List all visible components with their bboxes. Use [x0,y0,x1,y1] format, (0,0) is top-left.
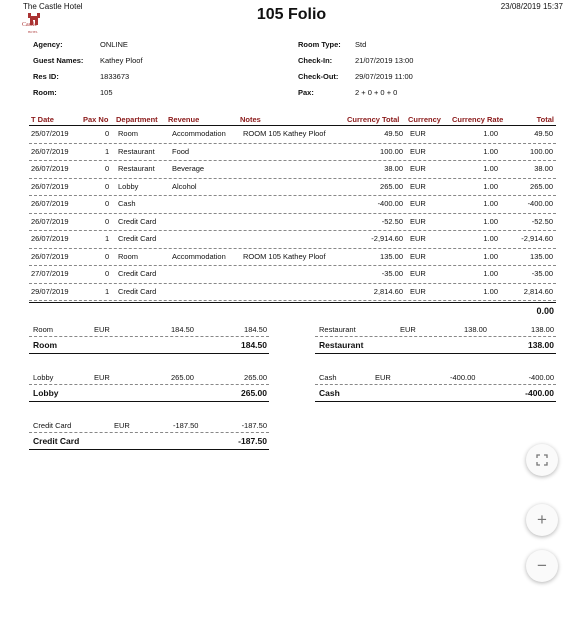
col-total: Total [536,115,554,124]
tx-department: Room [118,129,139,138]
summary-name: Cash [319,373,337,382]
tx-date: 26/07/2019 [31,181,69,191]
summary-name: Restaurant [319,325,356,334]
room-type-label: Room Type: [298,40,341,49]
tx-currency-rate: 1.00 [483,286,498,296]
table-row [29,179,556,197]
tx-currency-rate: 1.00 [483,216,498,226]
fullscreen-icon [536,454,548,466]
tx-department: Credit Card [118,286,157,296]
summary-lobby [29,371,269,402]
tx-currency: EUR [410,181,426,191]
summary-line [315,323,556,337]
tx-total: 265.00 [530,181,553,191]
table-row [29,144,556,162]
tx-date: 25/07/2019 [31,129,69,138]
tx-total: -35.00 [531,269,553,278]
summary-room [29,323,269,354]
tx-department: Cash [118,199,136,208]
tx-currency: EUR [410,216,426,226]
summary-credit-card [29,419,269,450]
tx-date: 26/07/2019 [31,216,69,226]
summary-total-line [29,337,269,354]
summary-name: Credit Card [33,421,72,430]
tx-currency-total: -35.00 [381,269,403,278]
summary-currency: EUR [375,373,391,382]
summary-amount: -400.00 [450,373,476,382]
zoom-in-button[interactable] [526,504,558,536]
tx-date: 26/07/2019 [31,199,69,208]
tx-currency-total: 2,814.60 [373,286,403,296]
tx-currency-rate: 1.00 [483,269,498,278]
tx-pax: 0 [105,164,110,173]
pax-value: 2 + 0 + 0 + 0 [355,88,398,97]
zoom-out-icon: − [537,556,547,575]
tx-department: Restaurant [118,146,155,156]
res-id-value: 1833673 [100,72,130,81]
tx-total: 2,814.60 [523,286,553,296]
summary-total-value: -400.00 [525,388,554,398]
tx-revenue: Alcohol [172,181,197,191]
summary-total-line [29,385,269,402]
res-id-label: Res ID: [33,72,59,81]
tx-date: 29/07/2019 [31,286,69,296]
grand-total: 0.00 [536,306,554,316]
tx-currency: EUR [410,234,426,243]
table-row [29,196,556,214]
summary-currency: EUR [94,373,110,382]
tx-department: Lobby [118,181,139,191]
logo-subtext: HOTEL [28,30,38,34]
tx-currency-rate: 1.00 [483,129,498,138]
tx-pax: 1 [105,286,110,296]
tx-currency-total: -52.50 [381,216,403,226]
col-notes: Notes [240,115,261,124]
hotel-name: The Castle Hotel [23,2,83,11]
table-row [29,214,556,232]
zoom-out-button[interactable] [526,550,558,582]
tx-currency-rate: 1.00 [483,251,498,261]
table-row [29,126,556,144]
summary-total: -187.50 [241,421,267,430]
table-row [29,161,556,179]
summary-total-label: Room [33,340,58,350]
tx-currency-total: 265.00 [380,181,403,191]
summary-line [29,323,269,337]
tx-pax: 1 [105,146,110,156]
tx-currency-rate: 1.00 [483,234,498,243]
grand-total-row [29,302,556,321]
agency-label: Agency: [33,40,63,49]
summary-total-line [315,385,556,402]
zoom-in-icon: + [537,510,547,529]
table-header [29,114,556,126]
summary-total-label: Restaurant [319,340,364,350]
summary-total-value: 265.00 [241,388,267,398]
tx-currency: EUR [410,269,426,278]
tx-currency-rate: 1.00 [483,146,498,156]
summary-total-value: 138.00 [528,340,554,350]
tx-notes: ROOM 105 Kathey Ploof [243,129,326,138]
tx-pax: 0 [105,251,110,261]
tx-total: 100.00 [530,146,553,156]
tx-department: Room [118,251,139,261]
summary-total-line [29,433,269,450]
tx-pax: 0 [105,181,110,191]
check-in-value: 21/07/2019 13:00 [355,56,414,65]
agency-value: ONLINE [100,40,128,49]
table-row [29,266,556,284]
summary-total-line [315,337,556,354]
tx-department: Restaurant [118,164,155,173]
tx-department: Credit Card [118,216,157,226]
tx-currency-rate: 1.00 [483,181,498,191]
table-row [29,284,556,302]
tx-currency-total: -2,914.60 [371,234,403,243]
col-currency-total: Currency Total [347,115,400,124]
summary-total: 184.50 [244,325,267,334]
guest-names-value: Kathey Ploof [100,56,143,65]
printed-timestamp: 23/08/2019 15:37 [500,2,563,11]
tx-currency-total: -400.00 [377,199,403,208]
summary-name: Room [33,325,54,334]
summary-currency: EUR [114,421,130,430]
tx-date: 27/07/2019 [31,269,69,278]
summary-line [315,371,556,385]
tx-currency-total: 49.50 [384,129,403,138]
tx-currency-rate: 1.00 [483,164,498,173]
tx-total: 38.00 [534,164,553,173]
tx-total: -52.50 [531,216,553,226]
room-type-value: Std [355,40,367,49]
tx-date: 26/07/2019 [31,234,69,243]
tx-pax: 0 [105,199,110,208]
tx-department: Credit Card [118,234,157,243]
table-row [29,249,556,267]
tx-currency: EUR [410,129,426,138]
tx-revenue: Food [172,146,190,156]
check-in-label: Check-In: [298,56,333,65]
tx-date: 26/07/2019 [31,251,69,261]
tx-revenue: Accommodation [172,129,226,138]
tx-revenue: Accommodation [172,251,226,261]
summary-restaurant [315,323,556,354]
tx-currency: EUR [410,251,426,261]
check-out-value: 29/07/2019 11:00 [355,72,413,81]
tx-currency-total: 100.00 [380,146,403,156]
tx-pax: 0 [105,269,110,278]
room-label: Room: [33,88,57,97]
tx-pax: 0 [105,129,110,138]
col-date: T Date [31,115,54,124]
summary-name: Lobby [33,373,54,382]
summary-line [29,371,269,385]
fullscreen-button[interactable] [526,444,558,476]
transactions-table [29,114,556,321]
tx-department: Credit Card [118,269,157,278]
summary-total-label: Lobby [33,388,59,398]
reservation-info-right [298,40,538,102]
table-row [29,231,556,249]
summary-total-value: 184.50 [241,340,267,350]
tx-currency: EUR [410,286,426,296]
col-pax: Pax No [83,115,109,124]
summary-total: 265.00 [244,373,267,382]
check-out-label: Check-Out: [298,72,339,81]
tx-currency-rate: 1.00 [483,199,498,208]
tx-currency: EUR [410,164,426,173]
summary-currency: EUR [94,325,110,334]
summary-cash [315,371,556,402]
col-currency-rate: Currency Rate [452,115,504,124]
summary-total-value: -187.50 [238,436,267,446]
reservation-info-left [33,40,273,102]
tx-currency: EUR [410,146,426,156]
tx-pax: 1 [105,234,110,243]
summary-amount: 138.00 [464,325,487,334]
summary-total: -400.00 [528,373,554,382]
summary-total-label: Cash [319,388,340,398]
tx-revenue: Beverage [172,164,205,173]
guest-names-label: Guest Names: [33,56,84,65]
summary-currency: EUR [400,325,416,334]
tx-currency-total: 38.00 [384,164,403,173]
tx-total: 135.00 [530,251,553,261]
col-revenue: Revenue [168,115,200,124]
tx-total: -2,914.60 [521,234,553,243]
summary-total-label: Credit Card [33,436,80,446]
tx-currency: EUR [410,199,426,208]
room-value: 105 [100,88,113,97]
summary-total: 138.00 [531,325,554,334]
pax-label: Pax: [298,88,314,97]
col-department: Department [116,115,158,124]
summary-amount: 184.50 [171,325,194,334]
summary-amount: 265.00 [171,373,194,382]
summary-line [29,419,269,433]
summary-amount: -187.50 [173,421,199,430]
tx-pax: 0 [105,216,110,226]
page-title: 105 Folio [256,6,327,23]
tx-date: 26/07/2019 [31,146,69,156]
tx-currency-total: 135.00 [380,251,403,261]
tx-notes: ROOM 105 Kathey Ploof [243,251,326,261]
logo-text: Castle [22,22,37,28]
tx-total: -400.00 [527,199,553,208]
col-currency: Currency [408,115,441,124]
tx-date: 26/07/2019 [31,164,69,173]
tx-total: 49.50 [534,129,553,138]
